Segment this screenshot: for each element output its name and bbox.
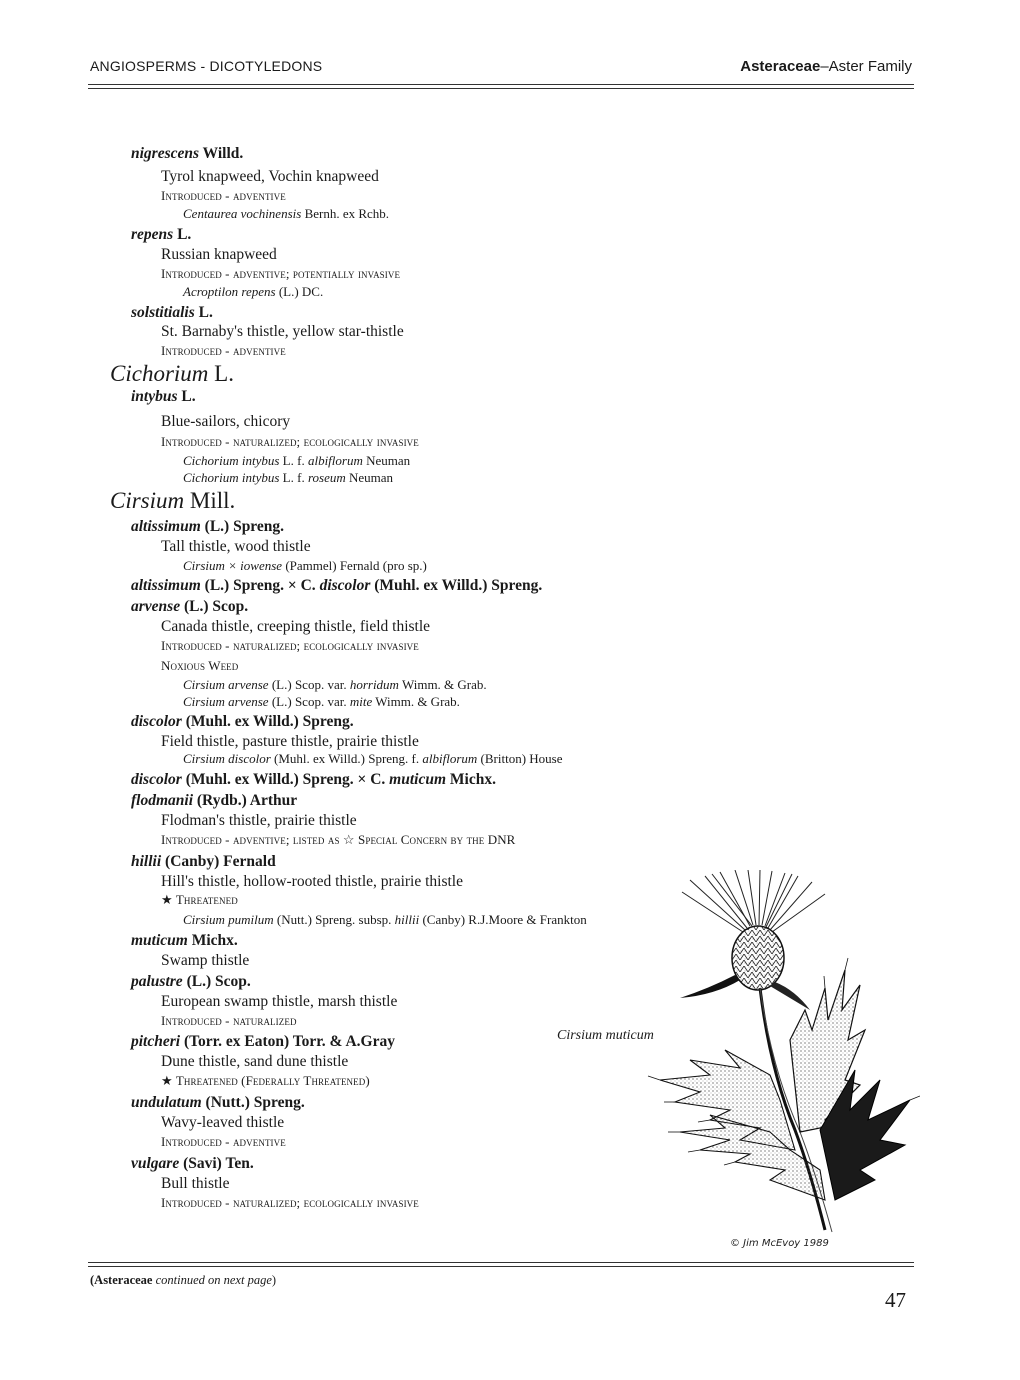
status-text: Introduced - naturalized; ecologically invasive: [161, 1195, 419, 1210]
species-line: [131, 388, 196, 406]
author: (Torr. ex Eaton) Torr. & A.Gray: [183, 1033, 395, 1050]
common-line: [161, 538, 311, 556]
cirsium-muticum-illustration: [620, 870, 920, 1260]
synonym-line: [183, 206, 389, 222]
footer-rule-bottom: [88, 1266, 914, 1267]
author: (L.) Scop.: [183, 598, 249, 615]
synonym-author: (L.) Scop. var.: [271, 677, 347, 692]
common-line: [161, 1053, 348, 1071]
species-name: altissimum: [131, 577, 201, 594]
synonym-line: [183, 751, 563, 767]
status-text: Introduced - naturalized; ecologically invasive: [161, 434, 419, 449]
synonym-line: [183, 694, 460, 710]
status-line: [161, 1013, 297, 1029]
illustration-caption: Cirsium muticum: [557, 1028, 654, 1043]
species-line: [131, 1033, 395, 1051]
continued-note: [90, 1273, 276, 1288]
species-name: intybus: [131, 388, 178, 405]
synonym-line: [183, 558, 427, 574]
synonym-author: (L.) Scop. var.: [271, 694, 347, 709]
synonym-author: (Muhl. ex Willd.) Spreng. f.: [274, 751, 420, 766]
common-text: Tall thistle, wood thistle: [161, 538, 311, 555]
genus-name: Cirsium: [110, 488, 185, 513]
author: Mill.: [189, 488, 236, 513]
genus-line: [110, 488, 235, 514]
species-name: hillii: [131, 853, 162, 870]
species-name: discolor: [131, 771, 182, 788]
synonym-form-author: Neuman: [366, 453, 411, 468]
genus-line: [110, 361, 234, 387]
status-line: [161, 658, 238, 674]
author: (Savi) Ten.: [183, 1155, 254, 1172]
species-line: [131, 771, 496, 789]
synonym-form: hillii: [394, 912, 420, 927]
header-rule-top: [88, 84, 914, 85]
common-line: [161, 413, 290, 431]
species-line: [131, 932, 238, 950]
synonym-name: Cirsium arvense: [183, 677, 269, 692]
synonym-author: (L.) DC.: [278, 284, 324, 299]
synonym-author: Bernh. ex Rchb.: [304, 206, 390, 221]
synonym-name: Cirsium pumilum: [183, 912, 274, 927]
common-line: [161, 873, 463, 891]
species-name: nigrescens: [131, 145, 200, 162]
family-name: Asteraceae: [740, 58, 821, 75]
species-line: [131, 713, 354, 731]
author: (Rydb.) Arthur: [196, 792, 298, 809]
status-text: Introduced - adventive; listed as ☆ Special Concern by the DNR: [161, 832, 516, 847]
status-text: Introduced - naturalized: [161, 1013, 297, 1028]
species-name: arvense: [131, 598, 181, 615]
status-text: Introduced - adventive: [161, 188, 286, 203]
status-line: [161, 343, 286, 359]
continued-note-family: (Asteraceae: [90, 1273, 153, 1287]
page-number: 47: [885, 1288, 906, 1312]
synonym-author: (Pammel) Fernald (pro sp.): [285, 558, 427, 573]
status-text: Noxious Weed: [161, 658, 239, 673]
author: L.: [177, 226, 192, 243]
species-line: [131, 145, 243, 163]
synonym-form: roseum: [307, 470, 346, 485]
author: L.: [214, 361, 234, 386]
common-text: St. Barnaby's thistle, yellow star-thistle: [161, 323, 404, 340]
common-line: [161, 993, 397, 1011]
species-name: altissimum: [131, 518, 201, 535]
common-text: Dune thistle, sand dune thistle: [161, 1053, 349, 1070]
common-line: [161, 1114, 284, 1132]
species-line: [131, 226, 191, 244]
synonym-line: [183, 912, 587, 928]
common-text: Field thistle, pasture thistle, prairie thistle: [161, 733, 419, 750]
common-line: [161, 168, 379, 186]
synonym-form: mite: [349, 694, 373, 709]
synonym-form: horridum: [349, 677, 399, 692]
synonym-name: Centaurea vochinensis: [183, 206, 302, 221]
common-line: [161, 812, 357, 830]
status-text: ★ Threatened: [161, 892, 238, 907]
species-line: [131, 853, 276, 871]
species-name: vulgare: [131, 1155, 180, 1172]
author: Michx.: [191, 932, 238, 949]
author: Willd.: [202, 145, 244, 162]
species-line: [131, 792, 297, 810]
synonym-author: L. f.: [282, 470, 305, 485]
synonym-form-author: (Britton) House: [480, 751, 563, 766]
synonym-form: albiflorum: [422, 751, 478, 766]
species-line: [131, 577, 542, 595]
synonym-line: [183, 284, 323, 300]
synonym-author: L. f.: [282, 453, 305, 468]
author: (Canby) Fernald: [165, 853, 276, 870]
species-line: [131, 973, 251, 991]
common-line: [161, 323, 404, 341]
status-line: [161, 638, 419, 654]
hybrid-author: Michx.: [449, 771, 496, 788]
status-text: ★ Threatened (Federally Threatened): [161, 1073, 370, 1088]
status-line: [161, 266, 400, 282]
status-line: [161, 832, 515, 848]
continued-note-end: ): [271, 1273, 277, 1287]
common-text: Bull thistle: [161, 1175, 230, 1192]
synonym-form-author: (Canby) R.J.Moore & Frankton: [422, 912, 587, 927]
synonym-form-author: Wimm. & Grab.: [401, 677, 487, 692]
common-text: Hill's thistle, hollow-rooted thistle, prairie thistle: [161, 873, 463, 890]
synonym-name: Cirsium discolor: [183, 751, 271, 766]
illustration-signature: © Jim McEvoy 1989: [730, 1238, 829, 1249]
common-text: Flodman's thistle, prairie thistle: [161, 812, 357, 829]
author: (L.) Spreng. × C.: [204, 577, 316, 594]
synonym-author: (Nutt.) Spreng. subsp.: [276, 912, 392, 927]
common-text: Blue-sailors, chicory: [161, 413, 291, 430]
author: L.: [198, 304, 213, 321]
synonym-form: albiflorum: [307, 453, 363, 468]
synonym-line: [183, 453, 410, 469]
species-name: solstitialis: [131, 304, 195, 321]
species-line: [131, 598, 248, 616]
species-name: muticum: [131, 932, 188, 949]
species-line: [131, 518, 284, 536]
species-name: discolor: [131, 713, 182, 730]
common-line: [161, 1175, 229, 1193]
status-line: [161, 188, 286, 204]
hybrid-epithet: muticum: [389, 771, 447, 788]
status-line: [161, 1195, 419, 1211]
status-line: [161, 434, 419, 450]
genus-name: Cichorium: [110, 361, 209, 386]
author: (L.) Scop.: [186, 973, 251, 990]
status-line: [161, 1134, 286, 1150]
hybrid-author: (Muhl. ex Willd.) Spreng.: [374, 577, 543, 594]
common-line: [161, 618, 430, 636]
synonym-form-author: Wimm. & Grab.: [375, 694, 460, 709]
common-text: Swamp thistle: [161, 952, 250, 969]
species-name: flodmanii: [131, 792, 194, 809]
status-line: [161, 892, 238, 908]
common-text: European swamp thistle, marsh thistle: [161, 993, 398, 1010]
synonym-form-author: Neuman: [349, 470, 394, 485]
running-header-right: [740, 58, 912, 75]
species-name: repens: [131, 226, 174, 243]
synonym-name: Cirsium × iowense: [183, 558, 283, 573]
common-line: [161, 733, 419, 751]
synonym-name: Cirsium arvense: [183, 694, 269, 709]
author: (L.) Spreng.: [204, 518, 285, 535]
common-text: Wavy-leaved thistle: [161, 1114, 285, 1131]
species-name: pitcheri: [131, 1033, 181, 1050]
hybrid-epithet: discolor: [319, 577, 371, 594]
synonym-line: [183, 677, 487, 693]
common-line: [161, 246, 277, 264]
common-line: [161, 952, 249, 970]
synonym-name: Cichorium intybus: [183, 470, 280, 485]
family-common: –Aster Family: [820, 58, 912, 75]
status-text: Introduced - adventive; potentially invasive: [161, 266, 401, 281]
status-text: Introduced - adventive: [161, 343, 286, 358]
synonym-line: [183, 470, 393, 486]
header-rule-bottom: [88, 88, 914, 89]
species-name: palustre: [131, 973, 183, 990]
author: (Muhl. ex Willd.) Spreng. × C.: [185, 771, 386, 788]
species-line: [131, 1094, 305, 1112]
status-text: Introduced - adventive: [161, 1134, 286, 1149]
status-text: Introduced - naturalized; ecologically invasive: [161, 638, 419, 653]
footer-rule-top: [88, 1262, 914, 1263]
common-text: Russian knapweed: [161, 246, 277, 263]
synonym-name: Acroptilon repens: [183, 284, 276, 299]
status-line: [161, 1073, 370, 1089]
common-text: Tyrol knapweed, Vochin knapweed: [161, 168, 379, 185]
species-line: [131, 304, 213, 322]
author: (Muhl. ex Willd.) Spreng.: [185, 713, 354, 730]
species-name: undulatum: [131, 1094, 202, 1111]
species-line: [131, 1155, 254, 1173]
author: L.: [181, 388, 196, 405]
running-header-left: ANGIOSPERMS - DICOTYLEDONS: [90, 58, 323, 74]
common-text: Canada thistle, creeping thistle, field thistle: [161, 618, 431, 635]
author: (Nutt.) Spreng.: [205, 1094, 305, 1111]
continued-note-text: continued on next page: [155, 1273, 272, 1287]
synonym-name: Cichorium intybus: [183, 453, 280, 468]
